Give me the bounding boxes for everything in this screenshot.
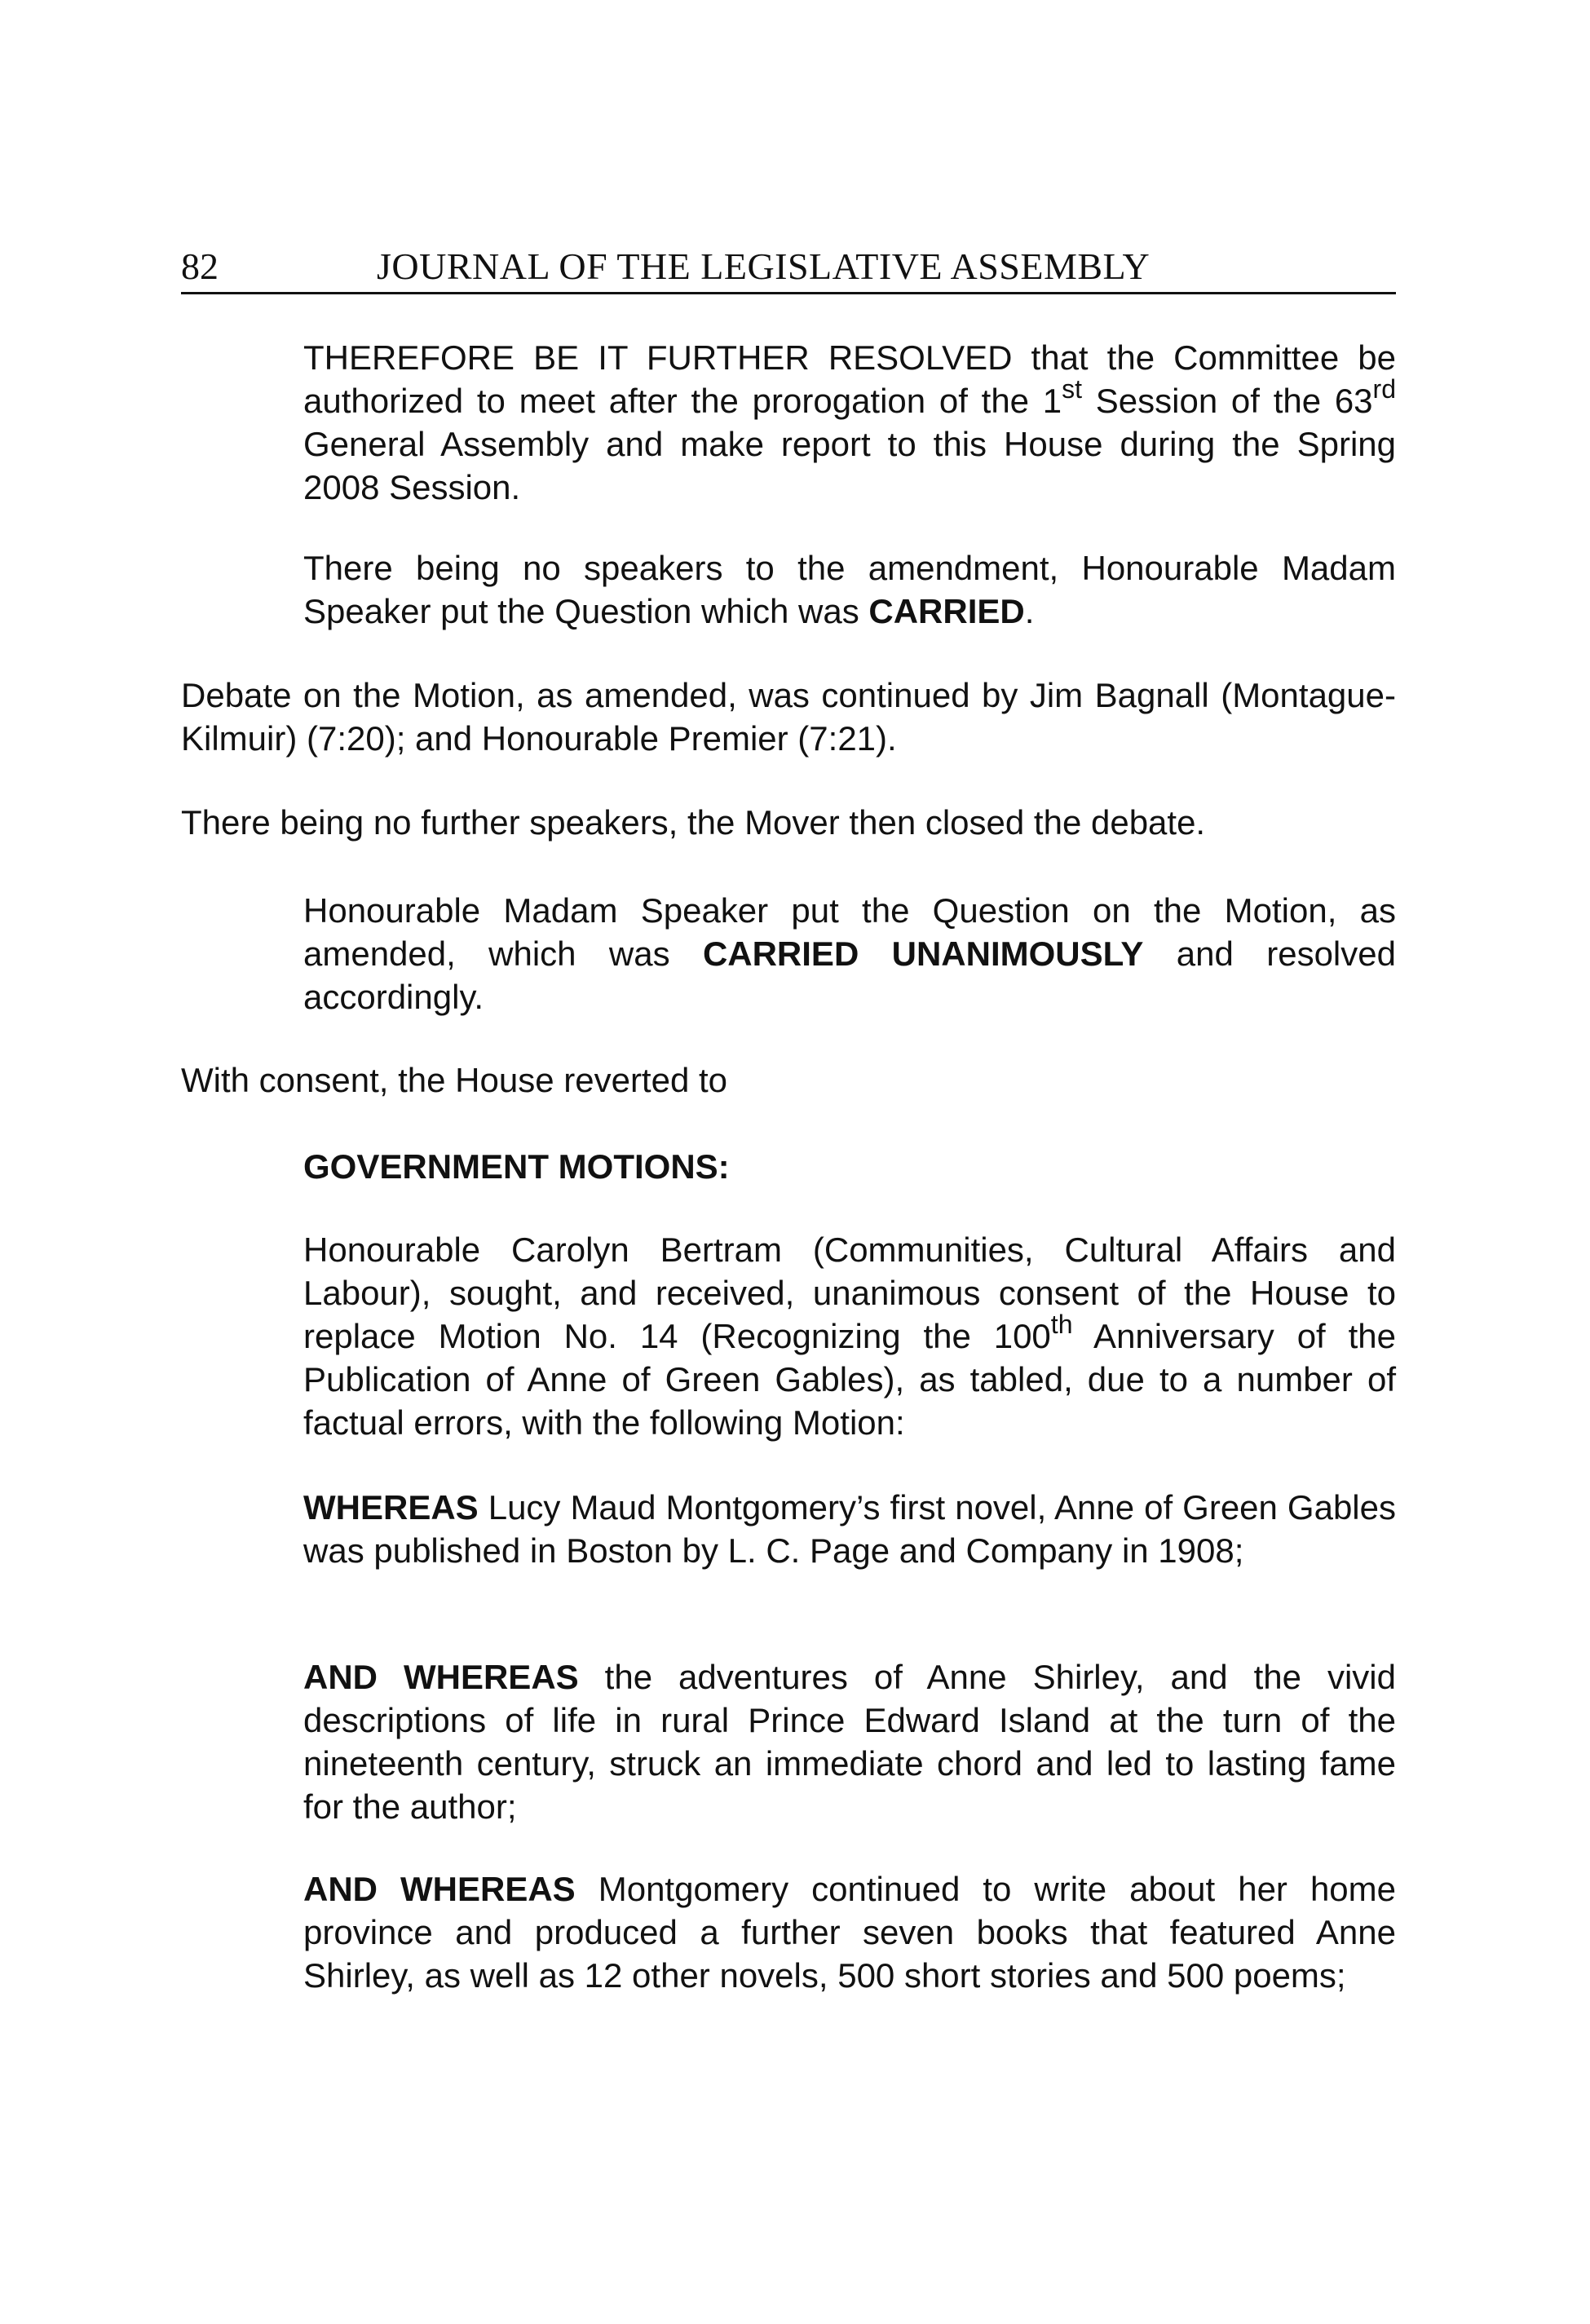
bold-run: AND WHEREAS xyxy=(303,1870,576,1908)
heading-text: GOVERNMENT MOTIONS: xyxy=(303,1147,730,1186)
page-header xyxy=(181,245,1396,294)
section-heading xyxy=(303,1145,1396,1188)
whereas-paragraph-3 xyxy=(303,1867,1396,1997)
text-run: and resolved accordingly. xyxy=(303,934,1396,1016)
text-run: THEREFORE BE IT FURTHER RESOLVED that the Committee be authorized to meet after the prorogation of the 1 xyxy=(303,338,1396,420)
whereas-paragraph-1 xyxy=(303,1486,1396,1572)
text-run: Honourable Carolyn Bertram (Communities, Cultural Affairs and Labour), sought, and received, unanimous consent of the House to replace Motion No. 14 (Recognizing the 100 xyxy=(303,1230,1396,1355)
page-number: 82 xyxy=(181,245,219,287)
text-run: Montgomery continued to write about her home province and produced a further seven books that featured Anne Shirley, as well as 12 other novels, 500 short stories and 500 poems; xyxy=(303,1870,1397,1995)
question-paragraph xyxy=(303,889,1396,1018)
closing-paragraph: There being no further speakers, the Mover then closed the debate. xyxy=(181,803,1206,842)
bold-run: WHEREAS xyxy=(303,1488,479,1527)
debate-paragraph: Debate on the Motion, as amended, was continued by Jim Bagnall (Montague-Kilmuir) (7:20); and Honourable Premier (7:21). xyxy=(181,676,1396,758)
journal-title: JOURNAL OF THE LEGISLATIVE ASSEMBLY xyxy=(377,245,1151,287)
text-run: Anniversary of the Publication of Anne of Green Gables), as tabled, due to a number of factual errors, with the following Motion: xyxy=(303,1317,1396,1442)
motion-intro-paragraph xyxy=(303,1228,1396,1444)
resolution-paragraph xyxy=(303,336,1396,509)
whereas-paragraph-2 xyxy=(303,1655,1396,1828)
superscript: th xyxy=(1050,1310,1073,1339)
amendment-result-paragraph xyxy=(303,546,1396,633)
superscript: rd xyxy=(1372,374,1396,404)
text-run: General Assembly and make report to this House during the Spring 2008 Session. xyxy=(303,425,1396,506)
text-run: Session of the 63 xyxy=(1082,382,1373,420)
bold-run: CARRIED UNANIMOUSLY xyxy=(702,934,1144,973)
text-run: Honourable Madam Speaker put the Question on the Motion, as amended, which was xyxy=(303,891,1396,973)
bold-run: CARRIED xyxy=(868,592,1025,630)
text-run: There being no speakers to the amendment, Honourable Madam Speaker put the Question which was xyxy=(303,549,1396,630)
text-run: the adventures of Anne Shirley, and the vivid descriptions of life in rural Prince Edward Island at the turn of the nineteenth century, struck an immediate chord and led to lasting fame for the author; xyxy=(303,1658,1396,1826)
text-run: Lucy Maud Montgomery’s first novel, Anne of Green Gables was published in Boston by L. C. Page and Company in 1908; xyxy=(303,1488,1396,1570)
text-run: . xyxy=(1024,592,1035,630)
bold-run: AND WHEREAS xyxy=(303,1658,579,1696)
consent-paragraph: With consent, the House reverted to xyxy=(181,1061,728,1099)
superscript: st xyxy=(1062,374,1083,404)
